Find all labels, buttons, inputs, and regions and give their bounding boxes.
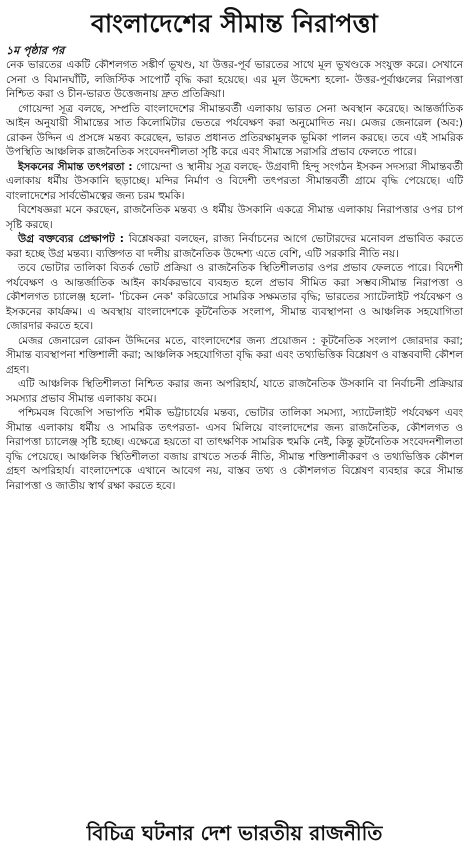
article-paragraph [6, 58, 463, 102]
paragraph-text: বিশেষজ্ঞরা মনে করছেন, রাজনৈতিক মন্তব্য ও ধর্মীয় উসকানি একত্রে সীমান্ত এলাকায় নিরাপত্তার ওপর চাপ সৃষ্টি করছে। [6, 204, 463, 231]
paragraph-text: মেজর জেনারেল রোকন উদ্দিনের মতে, বাংলাদেশের জন্য প্রয়োজন : কূটনৈতিক সংলাপ জোরদার করা; সীমান্ত ব্যবস্থাপনা শক্তিশালী করা; আঞ্চলিক সহযোগিতা বৃদ্ধি করা এবং তথ্যভিত্তিক বিশ্লেষণ ও বাস্তববাদী কৌশল গ্রহণ। [6, 334, 463, 376]
paragraph-subheading: উগ্র বক্তব্যের প্রেক্ষাপট : [18, 233, 124, 245]
article-paragraph [6, 160, 463, 204]
paragraph-text: গোয়েন্দা ও স্থানীয় সূত্র বলছে- উগ্রবাদী হিন্দু সংগঠন ইসকন সদস্যরা সীমান্তবর্তী এলাকায় ধর্মীয় উসকানি ছড়াচ্ছে। মন্দির নির্মাণ ও বিদেশী তৎপরতা সীমান্তবর্তী গ্রামে বৃদ্ধি পেয়েছে। এটি বাংলাদেশের সার্বভৌমত্বের জন্য চরম হুমকি। [6, 160, 463, 202]
article-paragraph [6, 377, 463, 406]
paragraph-text: বিশ্লেষকরা বলছেন, রাজ্য নির্বাচনের আগে ভোটারদের মনোবল প্রভাবিত করতে করা হচ্ছে উগ্র মন্তব্য। ব্যক্তিগত বা দলীয় রাজনৈতিক উদ্দেশ্য এতে বেশি, এটি সরকারি নীতি নয়। [6, 233, 463, 260]
paragraph-text: পশ্চিমবঙ্গ বিজেপি সভাপতি শমীক ভট্টাচার্যের মন্তব্য, ভোটার তালিকা সমস্যা, স্যাটেলাইট পর্যবেক্ষণ এবং সীমান্ত এলাকায় ধর্মীয় ও সামরিক তৎপরতা- এসব মিলিয়ে বাংলাদেশের জন্য রাজনৈতিক, কৌশলগত ও নিরাপত্তা চ্যালেঞ্জ সৃষ্টি হচ্ছে। এক্ষেত্রে হয়তো বা তাৎক্ষণিক সামরিক হুমকি নেই, কিন্তু কূটনৈতিক সংবেদনশীলতা বৃদ্ধি পেয়েছে। আঞ্চলিক স্থিতিশীলতা বজায় রাখতে সতর্ক নীতি, সীমান্ত শক্তিশালীকরণ ও তথ্যভিত্তিক কৌশল গ্রহণ অপরিহার্য। বাংলাদেশকে এখানে আবেগ নয়, বাস্তব তথ্য ও কৌশলগত বিশ্লেষণ ব্যবহার করে সীমান্ত নিরাপত্তা ও জাতীয় স্বার্থ রক্ষা করতে হবে। [6, 407, 463, 492]
article-paragraph [6, 232, 463, 261]
article-paragraph [6, 261, 463, 334]
paragraph-text: গোয়েন্দা সূত্র বলছে, সম্প্রতি বাংলাদেশের সীমান্তবর্তী এলাকায় ভারত সেনা অবস্থান করেছে। আন্তর্জাতিক আইন অনুযায়ী সীমান্তের সাত কিলোমিটার ভেতরে পর্যবেক্ষণ করা অনুমোদিত নয়। মেজর জেনারেল (অব:) রোকন উদ্দিন এ প্রসঙ্গে মন্তব্য করেছেন, ভারত প্রধানত প্রতিরক্ষামূলক ভূমিকা পালন করছে। তবে এই সামরিক উপস্থিতি আঞ্চলিক রাজনৈতিক সংবেদনশীলতা সৃষ্টি করে এবং সীমান্তে সরাসরি প্রভাব ফেলতে পারে। [6, 102, 463, 158]
next-article-headline-cropped: বিচিত্র ঘটনার দেশ ভারতীয় রাজনীতি [86, 821, 383, 845]
paragraph-subheading: ইসকনের সীমান্ত তৎপরতা : [18, 160, 133, 173]
article-paragraph [6, 203, 463, 232]
article-paragraph [6, 102, 463, 160]
article-headline: বাংলাদেশের সীমান্ত নিরাপত্তা [91, 9, 378, 38]
paragraph-text: নেক ভারতের একটি কৌশলগত সঙ্কীর্ণ ভূখণ্ড, যা উত্তর-পূর্ব ভারতের সাথে মূল ভূখণ্ডকে সংযুক্ত করে। সেখানে সেনা ও বিমানঘাঁটি, লজিস্টিক সাপোর্ট বৃদ্ধি করা হয়েছে। এর মূল উদ্দেশ্য হলো- উত্তর-পূর্বাঞ্চলের নিরাপত্তা নিশ্চিত করা ও চীন-ভারত উত্তেজনায় দ্রুত প্রতিক্রিয়া। [6, 59, 463, 100]
article-body [6, 58, 463, 493]
paragraph-text: তবে ভোটার তালিকা বিতর্ক ভোট প্রক্রিয়া ও রাজনৈতিক স্থিতিশীলতার ওপর প্রভাব ফেলতে পারে। বিদেশী পর্যবেক্ষণ ও আন্তর্জাতিক আইন কার্যকরভাবে ব্যবহৃত হলে প্রভাব সীমিত করা সম্ভব।সীমান্ত নিরাপত্তা ও কৌশলগত চ্যালেঞ্জ হলো- 'চিকেন নেক' করিডোরে সামরিক সক্ষমতার বৃদ্ধি; ভারতের স্যাটেলাইট পর্যবেক্ষণ ও ইসকনের কার্যক্রম। এ অবস্থায় বাংলাদেশকে কূটনৈতিক সংলাপ, সীমান্ত ব্যবস্থাপনা ও আঞ্চলিক সহযোগিতা জোরদার করতে হবে। [6, 262, 463, 332]
article-paragraph [6, 406, 463, 493]
continued-from-label: ১ম পৃষ্ঠার পর [6, 44, 65, 57]
paragraph-text: এটি আঞ্চলিক স্থিতিশীলতা নিশ্চিত করার জন্য অপরিহার্য, যাতে রাজনৈতিক উসকানি বা নির্বাচনী প্রক্রিয়ার সমস্যার প্রভাব সীমান্ত এলাকায় কমে। [6, 378, 463, 405]
newspaper-page [0, 8, 469, 845]
article-paragraph [6, 334, 463, 378]
